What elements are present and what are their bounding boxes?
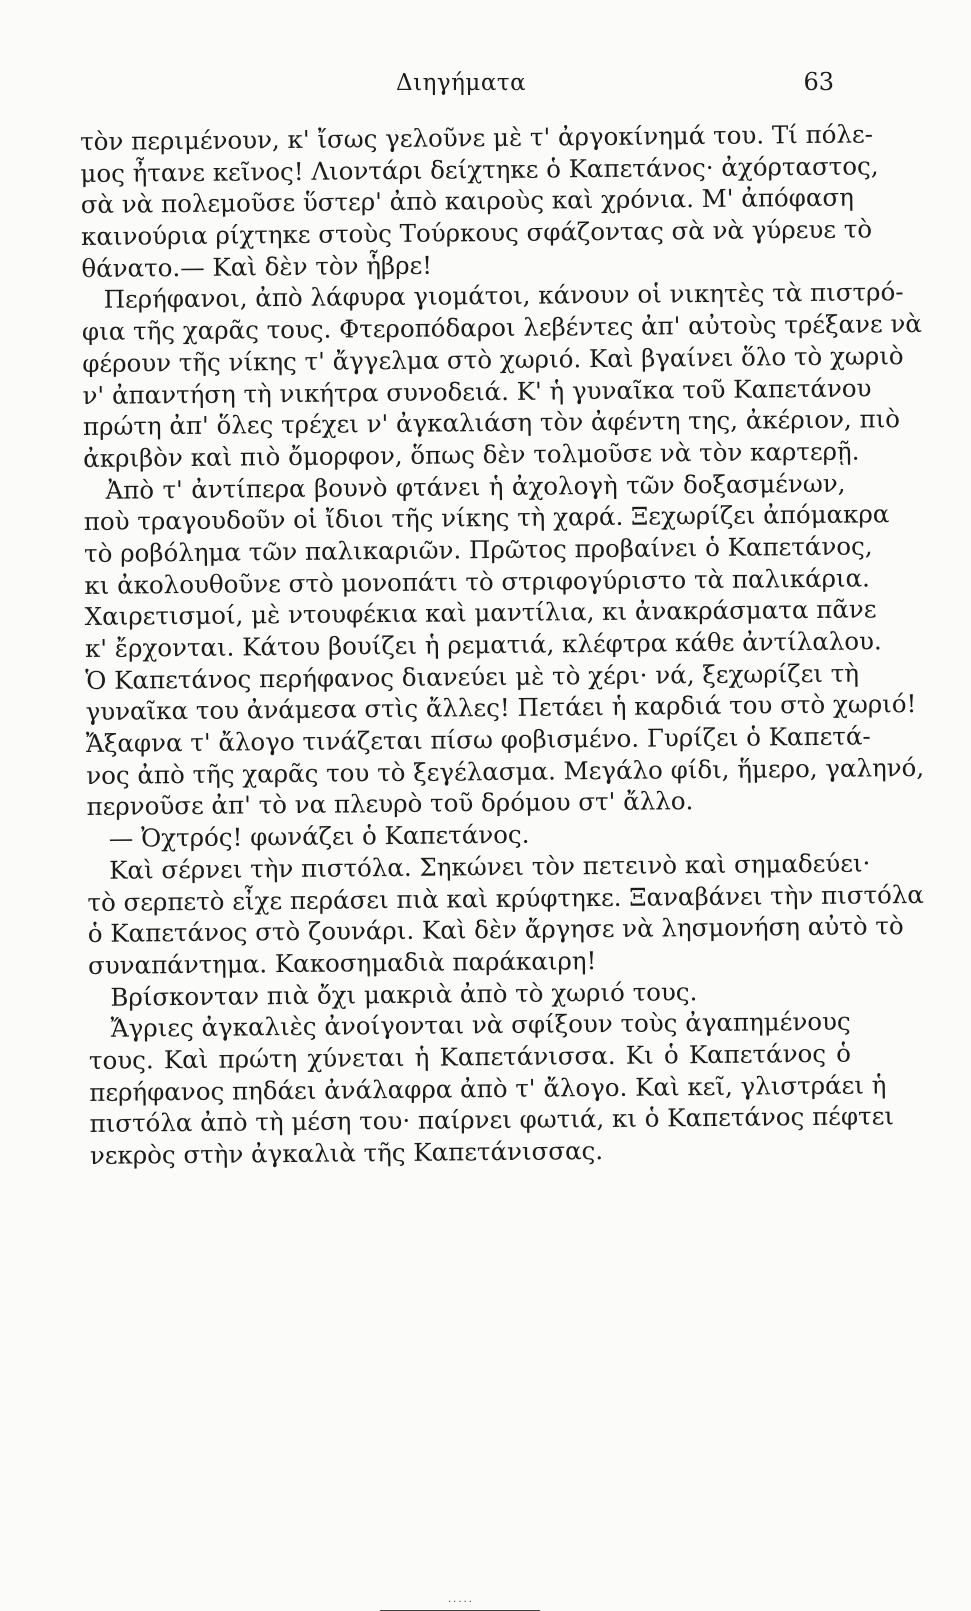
text-line: περήφανος πηδάει ἀνάλαφρα ἀπὸ τ' ἄλογο. Καὶ κεῖ, γλιστράει ἡ bbox=[89, 1069, 887, 1107]
text-line: Ἄξαφνα τ' ἄλογο τινάζεται πίσω φοβισμένο. Γυρίζει ὁ Καπετά- bbox=[85, 721, 871, 759]
running-title: Διηγήματα bbox=[396, 70, 527, 96]
text-line: περνοῦσε ἀπ' τὸ να πλευρὸ τοῦ δρόμου στ' ἄλλο. bbox=[86, 786, 694, 822]
text-line: συναπάντημα. Κακοσημαδιὰ παράκαιρη! bbox=[87, 945, 597, 980]
text-line: κι ἀκολουθοῦνε στὸ μονοπάτι τὸ στριφογύριστο τὰ παλικάρια. bbox=[84, 563, 871, 600]
text-line: Περήφανοι, ἀπὸ λάφυρα γιομάτοι, κάνουν οἱ νικητὲς τὰ πιστρό- bbox=[103, 277, 904, 315]
text-line: Χαιρετισμοί, μὲ ντουφέκια καὶ μαντίλια, κι ἀνακράσματα πᾶνε bbox=[84, 594, 877, 632]
text-line: γυναῖκα του ἀνάμεσα στὶς ἄλλες! Πετάει ἡ καρδιά του στὸ χωριό! bbox=[85, 689, 917, 727]
text-line: νος ἀπὸ τῆς χαρᾶς του τὸ ξεγέλασμα. Μεγάλο φίδι, ἥμερο, γαληνό, bbox=[86, 752, 925, 790]
text-line: ἀκριβὸν καὶ πιὸ ὄμορφον, ὅπως δὲν τολμοῦσε νὰ τὸν καρτερῇ. bbox=[83, 436, 860, 473]
text-line: Ἄγριες ἀγκαλιὲς ἀνοίγονται νὰ σφίξουν τοὺς ἀγαπημένους bbox=[110, 1006, 851, 1043]
text-line: τὸ ροβόλημα τῶν παλικαριῶν. Πρῶτος προβαίνει ὁ Καπετάνος, bbox=[83, 531, 873, 568]
text-line: πρώτη ἀπ' ὅλες τρέχει ν' ἀγκαλιάση τὸν ἀφέντη της, ἀκέριον, πιὸ bbox=[82, 404, 901, 442]
text-line: τὸν περιμένουν, κ' ἴσως γελοῦνε μὲ τ' ἀργοκίνημά του. Τί πόλε- bbox=[80, 119, 874, 156]
page-header bbox=[0, 62, 971, 102]
text-line: θάνατο.— Καὶ δὲν τὸν ἧβρε! bbox=[81, 250, 433, 283]
text-line: ποὺ τραγουδοῦν οἱ ἴδιοι τῆς νίκης τὴ χαρά. Ξεχωρίζει ἀπόμακρα bbox=[83, 499, 890, 537]
text-line: τους. Καὶ πρώτη χύνεται ἡ Καπετάνισσα. Κι ὁ Καπετάνος ὁ bbox=[88, 1038, 852, 1075]
text-line: φέρουν τῆς νίκης τ' ἄγγελμα στὸ χωριό. Καὶ βγαίνει ὅλο τὸ χωριὸ bbox=[82, 340, 904, 378]
text-line: ν' ἀπαντήση τὴ νικήτρα συνοδειά. Κ' ἡ γυναῖκα τοῦ Καπετάνου bbox=[82, 372, 872, 410]
text-line: φια τῆς χαρᾶς τους. Φτεροπόδαροι λεβέντες ἀπ' αὐτοὺς τρέξανε νὰ bbox=[81, 309, 922, 347]
text-line: καινούρια ρίχτηκε στοὺς Τούρκους σφάζοντας σὰ νὰ γύρευε τὸ bbox=[80, 214, 873, 252]
page-number: 63 bbox=[803, 68, 834, 96]
text-line: Ὁ Καπετάνος περήφανος διανεύει μὲ τὸ χέρι· νά, ξεχωρίζει τὴ bbox=[85, 658, 860, 695]
text-line: Καὶ σέρνει τὴν πιστόλα. Σηκώνει τὸν πετεινὸ καὶ σημαδεύει· bbox=[109, 848, 871, 885]
end-ornament-dots: ····· bbox=[448, 1597, 474, 1608]
text-line: ὁ Καπετάνος στὸ ζουνάρι. Καὶ δὲν ἄργησε νὰ λησμονήση αὐτὸ τὸ bbox=[87, 911, 904, 949]
text-line: τὸ σερπετὸ εἶχε περάσει πιὰ καὶ κρύφτηκε. Ξαναβάνει τὴν πιστόλα bbox=[87, 879, 925, 917]
text-line: νεκρὸς στὴν ἀγκαλιὰ τῆς Καπετάνισσας. bbox=[89, 1136, 604, 1170]
text-line: μος ἦτανε κεῖνος! Λιοντάρι δείχτηκε ὁ Καπετάνος· ἀχόρταστος, bbox=[80, 151, 879, 188]
text-line: — Ὀχτρός! φωνάζει ὁ Καπετάνος. bbox=[108, 819, 530, 853]
text-line: Βρίσκονταν πιὰ ὄχι μακριὰ ἀπὸ τὸ χωριό τους. bbox=[110, 976, 698, 1012]
text-line: Ἀπὸ τ' ἀντίπερα βουνὸ φτάνει ἡ ἀχολογὴ τῶν δοξασμένων, bbox=[105, 468, 846, 505]
text-line: σὰ νὰ πολεμοῦσε ὕστερ' ἀπὸ καιροὺς καὶ χρόνια. Μ' ἀπόφαση bbox=[80, 182, 854, 220]
text-line: πιστόλα ἀπὸ τὴ μέση του· παίρνει φωτιά, κι ὁ Καπετάνος πέφτει bbox=[89, 1101, 895, 1139]
text-line: κ' ἔρχονται. Κάτου βουίζει ἡ ρεματιά, κλέφτρα κάθε ἀντίλαλου. bbox=[84, 626, 882, 663]
body-text bbox=[80, 119, 925, 1172]
